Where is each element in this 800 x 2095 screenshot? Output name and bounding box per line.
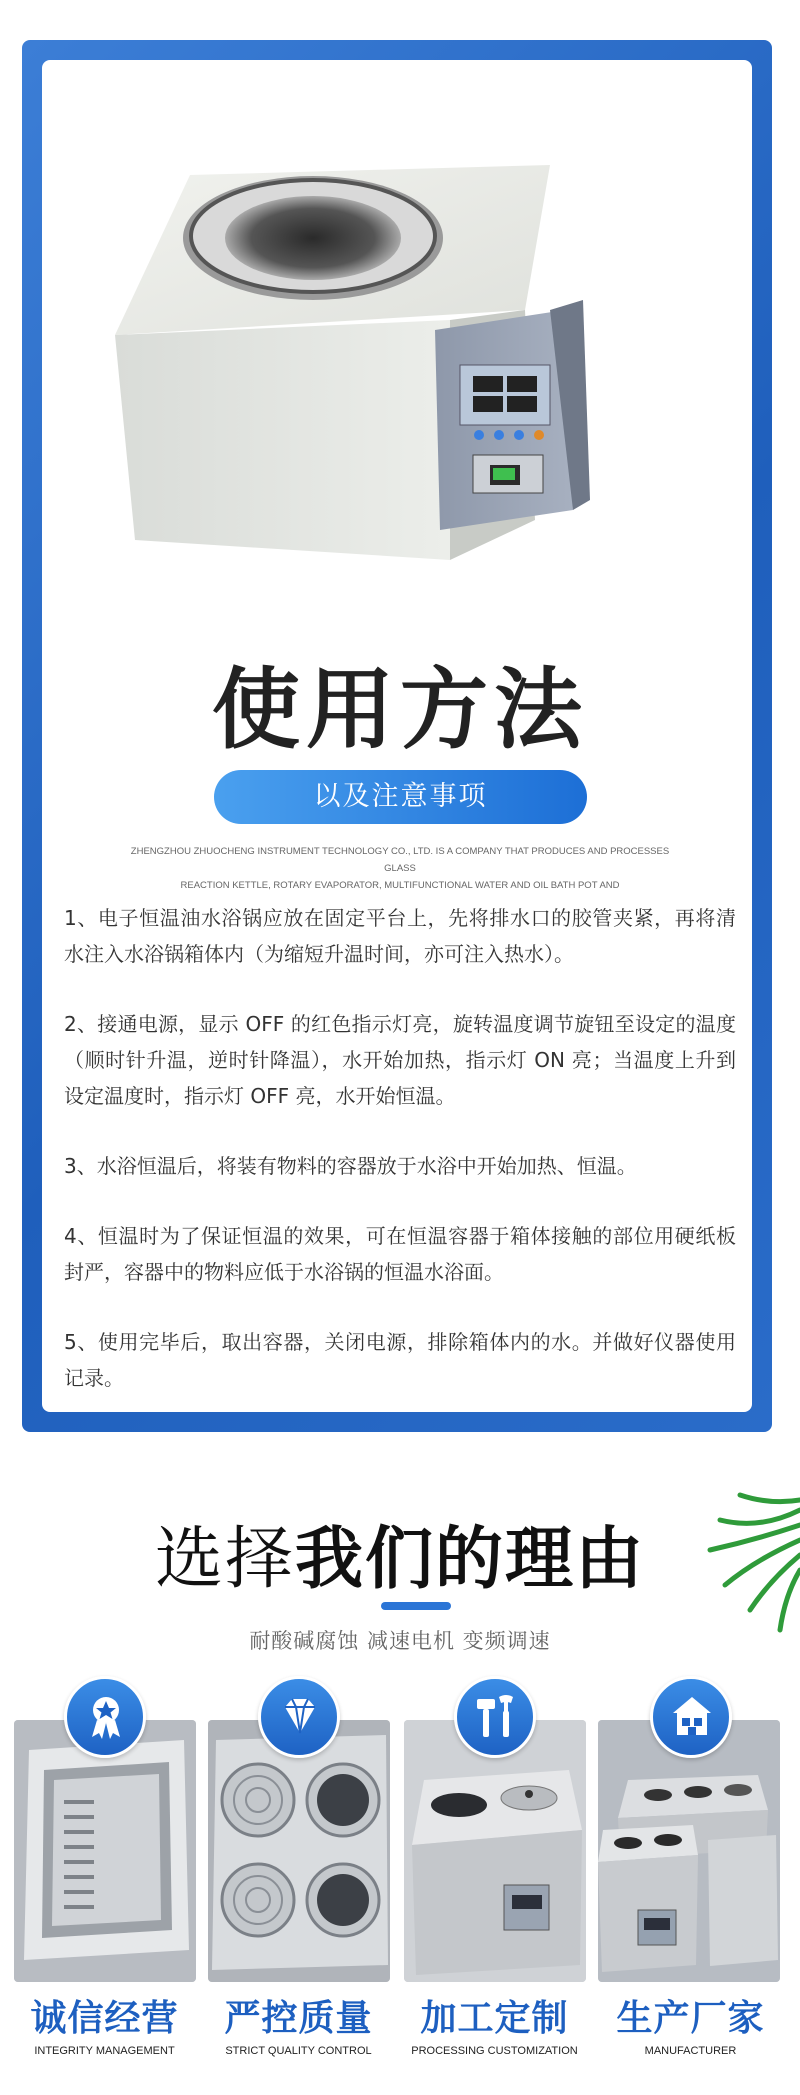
usage-step: 3、水浴恒温后，将装有物料的容器放于水浴中开始加热、恒温。 [64, 1154, 637, 1178]
usage-step: 4、恒温时为了保证恒温的效果，可在恒温容器于箱体接触的部位用硬纸板封严，容器中的物料应低于水浴锅的恒温水浴面。 [64, 1224, 736, 1284]
usage-steps [64, 900, 736, 1430]
reasons-subtitle: 耐酸碱腐蚀 减速电机 变频调速 [249, 1629, 551, 1653]
company-english-line: ZHENGZHOU ZHUOCHENG INSTRUMENT TECHNOLOGY CO., LTD. IS A COMPANY THAT PRODUCES AND PROCESSES GLASS [130, 846, 670, 874]
card-english: PROCESSING CUSTOMIZATION [411, 2045, 578, 2057]
card-title: 严控质量 [224, 1998, 373, 2039]
usage-title: 使用方法 [211, 658, 588, 761]
diamond-icon [277, 1693, 323, 1741]
reasons-title-bold: 我们的理由 [295, 1520, 646, 1599]
factory-house-icon [669, 1693, 715, 1741]
ribbon-star-icon [83, 1693, 129, 1741]
usage-step: 1、电子恒温油水浴锅应放在固定平台上，先将排水口的胶管夹紧，再将清水注入水浴锅箱体内（为缩短升温时间，亦可注入热水）。 [64, 906, 736, 966]
company-english-line: REACTION KETTLE, ROTARY EVAPORATOR, MULTIFUNCTIONAL WATER AND OIL BATH POT AND [180, 880, 620, 891]
company-english-text [130, 843, 670, 894]
card-title: 加工定制 [420, 1998, 569, 2039]
card-title: 生产厂家 [616, 1998, 765, 2039]
usage-step: 2、接通电源，显示 OFF 的红色指示灯亮，旋转温度调节旋钮至设定的温度（顺时针升温，逆时针降温），水开始加热，指示灯 ON 亮；当温度上升到设定温度时，指示灯 OFF 亮，水开始恒温。 [64, 1012, 736, 1108]
card-english: STRICT QUALITY CONTROL [225, 2045, 372, 2057]
tools-badge [454, 1676, 536, 1758]
bath-lineup-photo [598, 1720, 780, 1982]
reasons-title [0, 1505, 800, 1602]
water-bath-product-image [95, 120, 675, 590]
usage-subtitle-pill: 以及注意事项 [214, 770, 587, 824]
diamond-badge [258, 1676, 340, 1758]
usage-step: 5、使用完毕后，取出容器，关闭电源，排除箱体内的水。并做好仪器使用记录。 [64, 1330, 736, 1390]
reason-card-integrity [14, 1720, 196, 1982]
reasons-title-light: 选择 [154, 1520, 295, 1599]
bath-top-photo [208, 1720, 390, 1982]
reason-card-manufacturer [598, 1720, 780, 1982]
steel-tank-photo [14, 1720, 196, 1982]
bath-unit-photo [404, 1720, 586, 1982]
factory-house-badge [650, 1676, 732, 1758]
ribbon-star-badge [64, 1676, 146, 1758]
card-title: 诚信经营 [30, 1998, 179, 2039]
card-english: MANUFACTURER [644, 2045, 737, 2057]
title-underline [381, 1602, 451, 1610]
reason-card-customization [404, 1720, 586, 1982]
reason-card-quality [208, 1720, 390, 1982]
tools-icon [473, 1693, 519, 1741]
card-english: INTEGRITY MANAGEMENT [34, 2045, 175, 2057]
